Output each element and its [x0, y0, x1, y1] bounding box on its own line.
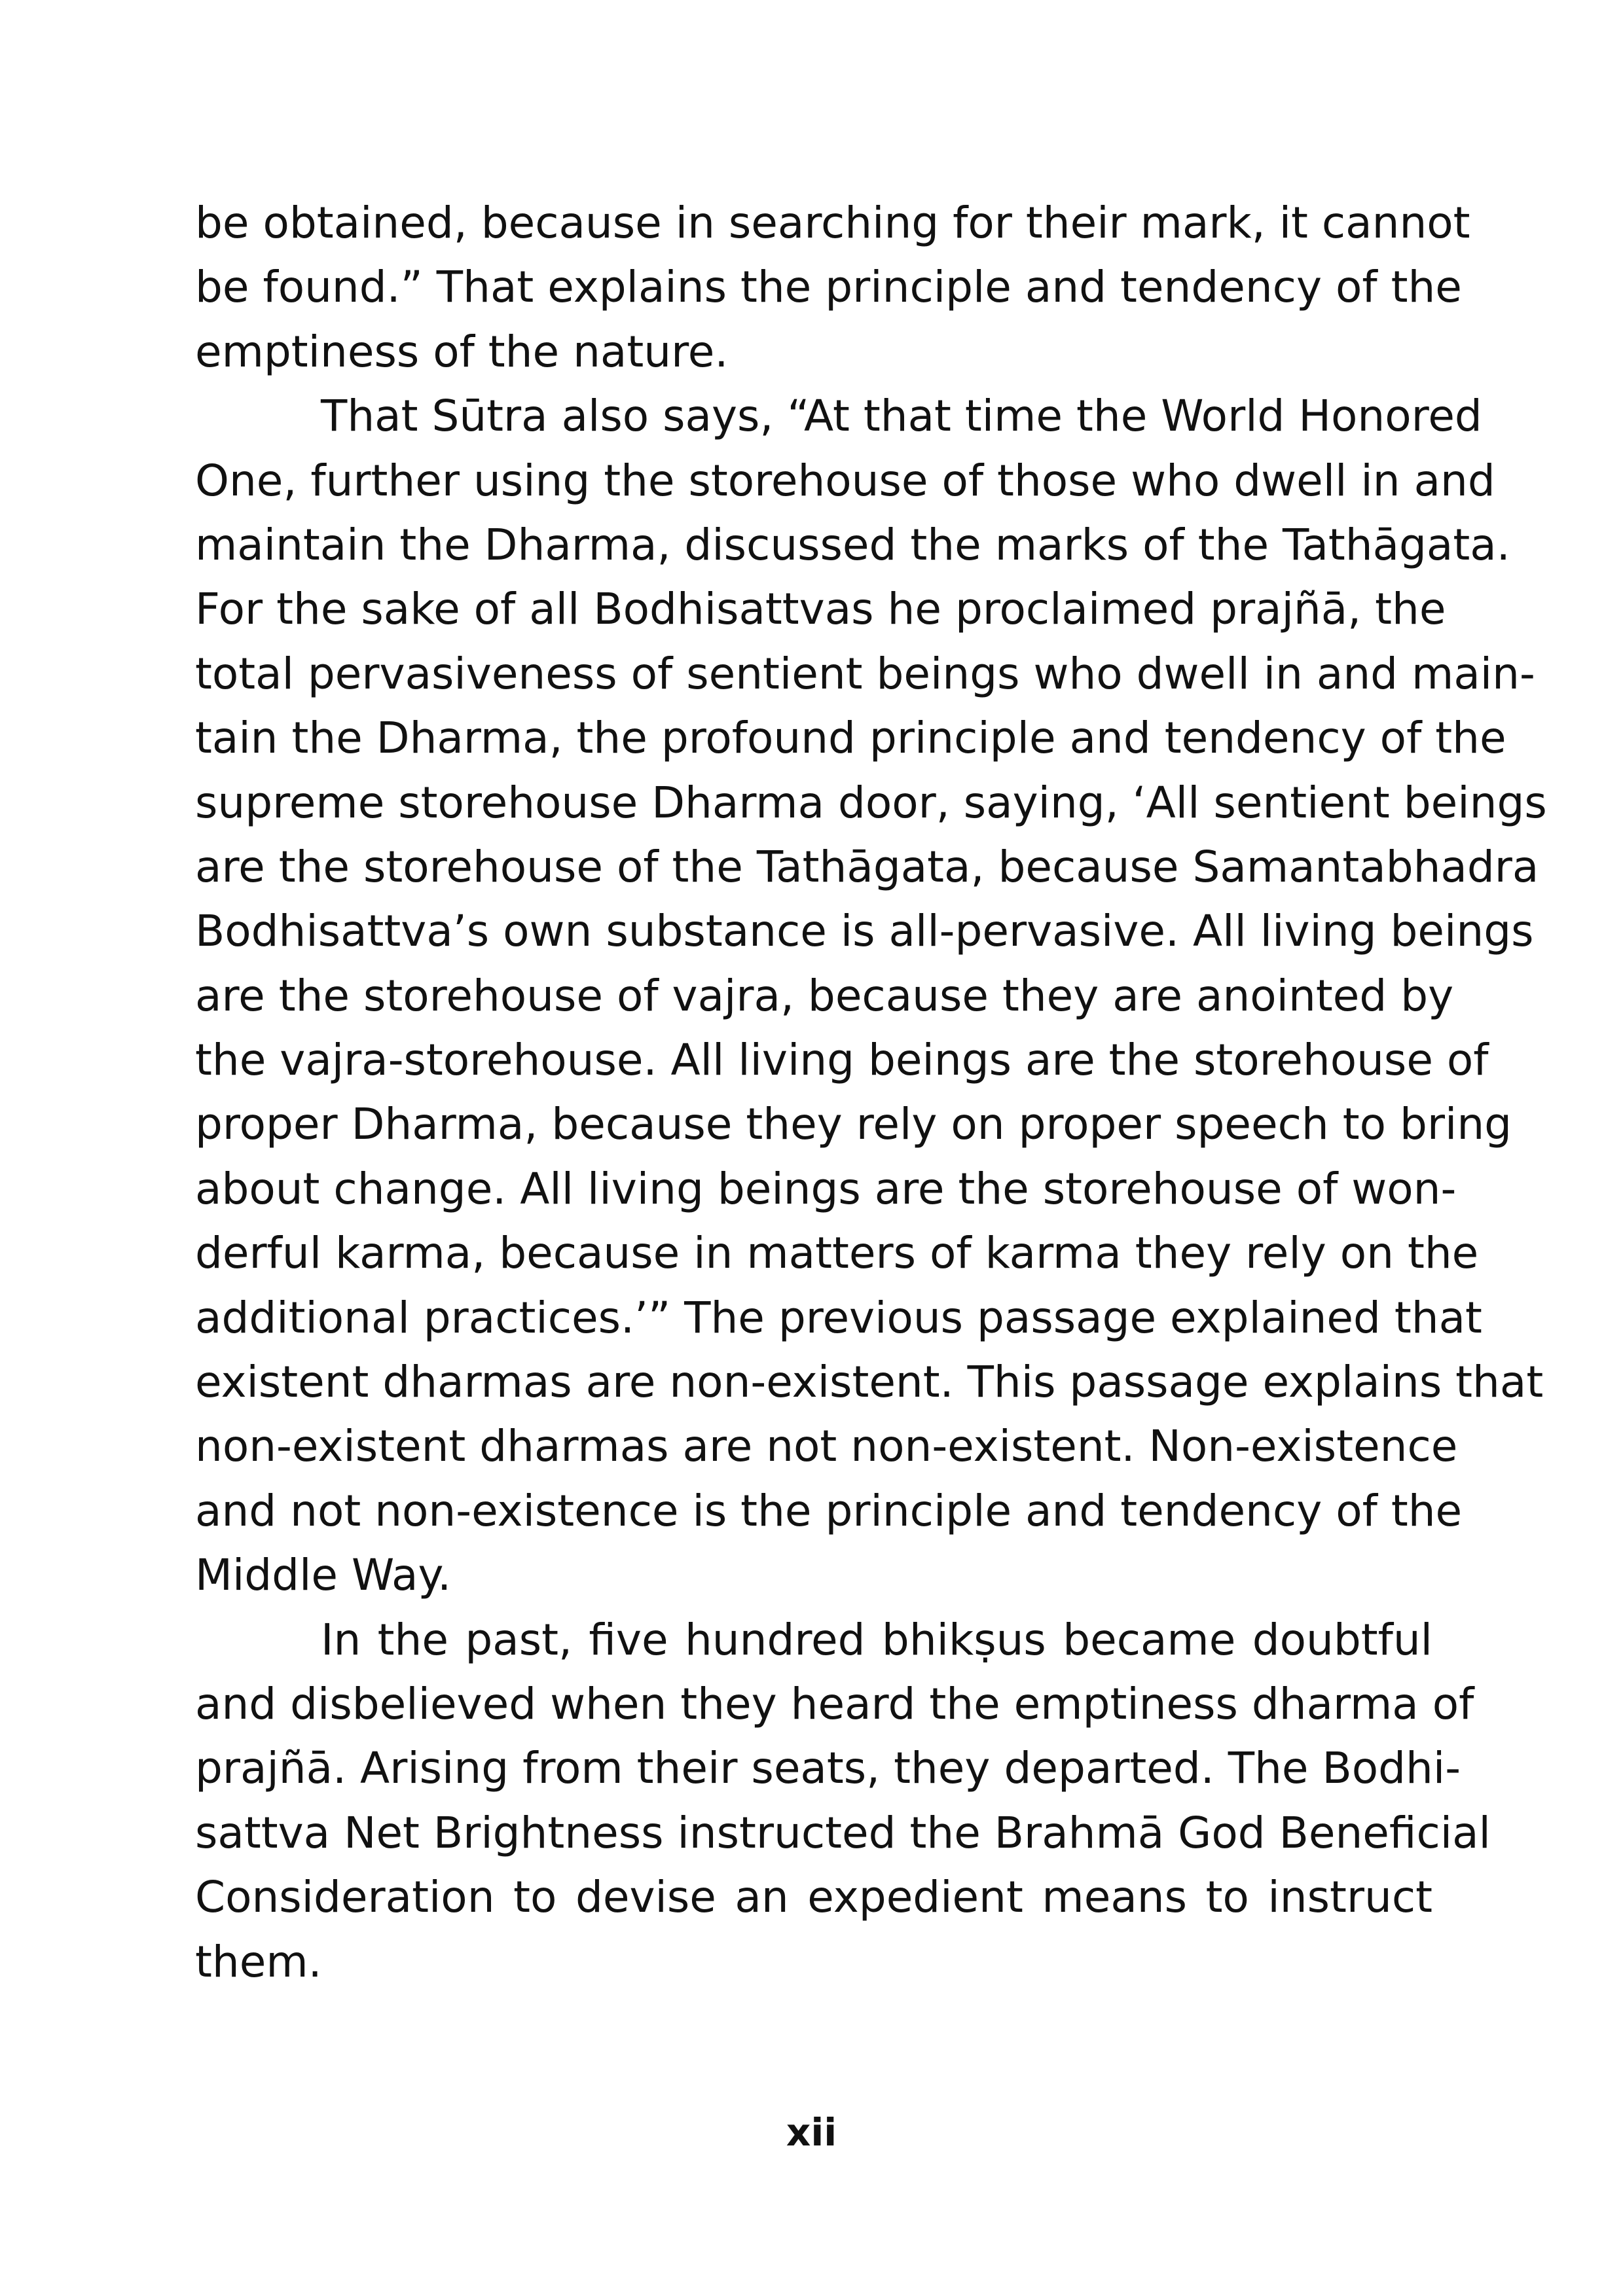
- text-line: and not non-existence is the principle and tendency of the: [195, 1485, 1463, 1536]
- page-number: xii: [786, 2110, 837, 2155]
- text-line: Middle Way.: [195, 1550, 452, 1601]
- text-line: prajñā. Arising from their seats, they departed. The Bodhi-: [195, 1743, 1461, 1794]
- text-line: additional practices.’” The previous passage explained that: [195, 1292, 1482, 1343]
- text-line: That Sūtra also says, “At that time the World Honored: [321, 391, 1482, 442]
- text-line: are the storehouse of the Tathāgata, because Samantabhadra: [195, 841, 1539, 892]
- body-text: [195, 191, 1547, 1994]
- text-line: Bodhisattva’s own substance is all-pervasive. All living beings: [195, 906, 1534, 957]
- text-line: sattva Net Brightness instructed the Brahmā God Beneficial: [195, 1807, 1491, 1858]
- text-line: total pervasiveness of sentient beings who dwell in and main-: [195, 648, 1535, 699]
- paragraph: [195, 1608, 1491, 1994]
- text-line: be obtained, because in searching for their mark, it cannot: [195, 198, 1470, 248]
- text-line: Consideration to devise an expedient means to instruct: [195, 1872, 1432, 1923]
- text-line: the vajra-storehouse. All living beings are the storehouse of: [195, 1035, 1489, 1086]
- text-line: non-existent dharmas are not non-existent. Non-existence: [195, 1421, 1458, 1472]
- text-line: existent dharmas are non-existent. This passage explains that: [195, 1357, 1544, 1408]
- text-line: In the past, five hundred bhikṣus became doubtful: [321, 1614, 1432, 1665]
- text-line: For the sake of all Bodhisattvas he proclaimed prajñā, the: [195, 584, 1446, 635]
- text-line: emptiness of the nature.: [195, 326, 729, 377]
- text-line: One, further using the storehouse of those who dwell in and: [195, 455, 1495, 506]
- text-line: and disbelieved when they heard the emptiness dharma of: [195, 1678, 1474, 1729]
- paragraph: [195, 191, 1470, 384]
- text-line: are the storehouse of vajra, because they are anointed by: [195, 970, 1454, 1021]
- text-line: supreme storehouse Dharma door, saying, ‘All sentient beings: [195, 777, 1547, 828]
- text-line: tain the Dharma, the profound principle and tendency of the: [195, 713, 1506, 764]
- paragraph: [195, 384, 1547, 1607]
- text-line: proper Dharma, because they rely on proper speech to bring: [195, 1099, 1512, 1150]
- text-line: maintain the Dharma, discussed the marks of the Tathāgata.: [195, 519, 1510, 570]
- text-line: them.: [195, 1936, 322, 1987]
- text-line: derful karma, because in matters of karma they rely on the: [195, 1228, 1479, 1279]
- text-line: be found.” That explains the principle and tendency of the: [195, 262, 1462, 313]
- text-line: about change. All living beings are the storehouse of won-: [195, 1163, 1457, 1214]
